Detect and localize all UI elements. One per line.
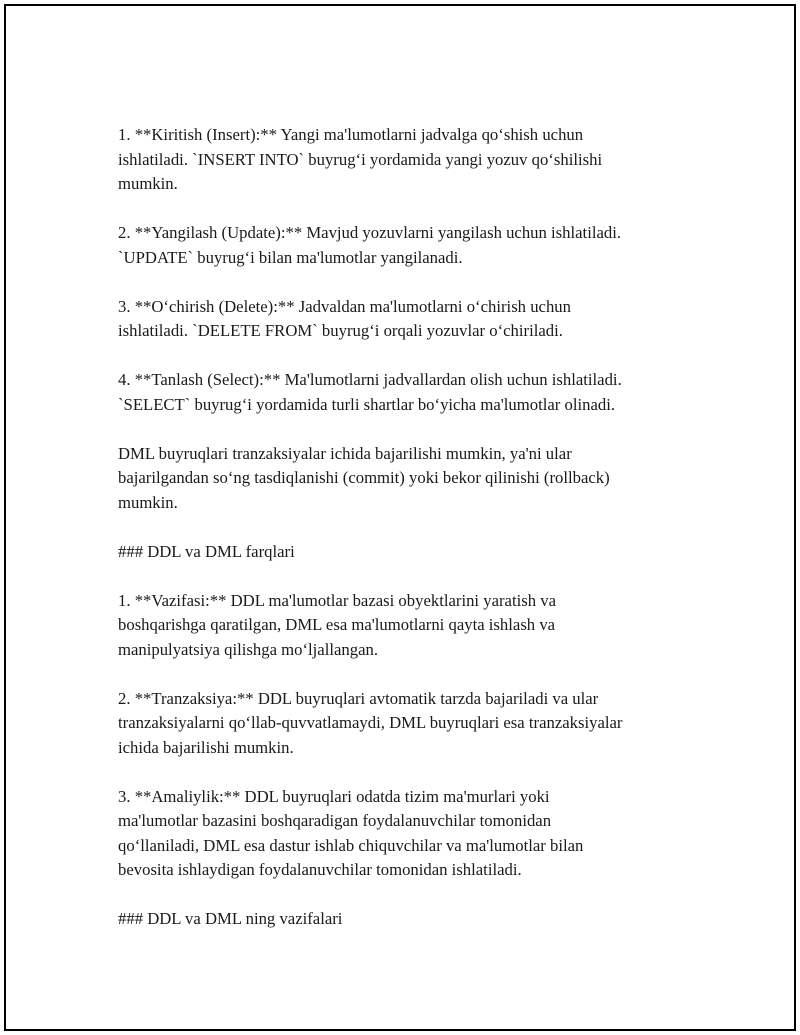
paragraph-select [118, 368, 688, 417]
paragraph-transaction [118, 687, 688, 761]
paragraph-practicality [118, 785, 688, 883]
document-body [118, 123, 688, 956]
paragraph-delete [118, 295, 688, 344]
text-line: mumkin. [118, 492, 178, 512]
text-line: 3. **Amaliylik:** DDL buyruqlari odatda tizim ma'murlari yoki [118, 786, 550, 806]
text-line: 2. **Yangilash (Update):** Mavjud yozuvlarni yangilash uchun ishlatiladi. [118, 223, 622, 242]
paragraph-insert [118, 123, 688, 197]
heading-ddl-dml-functions [118, 907, 688, 932]
text-line: `SELECT` buyrug‘i yordamida turli shartlar bo‘yicha ma'lumotlar olinadi. [118, 394, 616, 414]
text-line: boshqarishga qaratilgan, DML esa ma'lumotlarni qayta ishlash va [118, 615, 556, 634]
text-line: 3. **O‘chirish (Delete):** Jadvaldan ma'lumotlarni o‘chirish uchun [118, 296, 571, 316]
text-line: ### DDL va DML farqlari [118, 541, 295, 561]
text-line: bevosita ishlaydigan foydalanuvchilar tomonidan ishlatiladi. [118, 860, 522, 879]
text-line: manipulyatsiya qilishga mo‘ljallangan. [118, 639, 378, 659]
document-page [4, 4, 796, 1031]
paragraph-purpose [118, 589, 688, 663]
text-line: 2. **Tranzaksiya:** DDL buyruqlari avtomatik tarzda bajariladi va ular [118, 688, 599, 708]
text-line: ishlatiladi. `DELETE FROM` buyrug‘i orqali yozuvlar o‘chiriladi. [118, 321, 563, 340]
text-line: 1. **Kiritish (Insert):** Yangi ma'lumotlarni jadvalga qo‘shish uchun [118, 125, 584, 144]
text-line: tranzaksiyalarni qo‘llab-quvvatlamaydi, DML buyruqlari esa tranzaksiyalar [118, 713, 623, 732]
text-line: bajarilgandan so‘ng tasdiqlanishi (commit) yoki bekor qilinishi (rollback) [118, 468, 610, 487]
text-line: mumkin. [118, 174, 178, 193]
paragraph-dml-transactions [118, 442, 688, 516]
text-line: ma'lumotlar bazasini boshqaradigan foydalanuvchilar tomonidan [118, 811, 552, 830]
text-line: 4. **Tanlash (Select):** Ma'lumotlarni jadvallardan olish uchun ishlatiladi. [118, 370, 622, 389]
paragraph-update [118, 221, 688, 270]
text-line: 1. **Vazifasi:** DDL ma'lumotlar bazasi obyektlarini yaratish va [118, 590, 556, 610]
text-line: ### DDL va DML ning vazifalari [118, 909, 343, 928]
text-line: ichida bajarilishi mumkin. [118, 737, 294, 757]
text-line: ishlatiladi. `INSERT INTO` buyrug‘i yordamida yangi yozuv qo‘shilishi [118, 149, 603, 169]
heading-ddl-dml-differences [118, 540, 688, 565]
text-line: `UPDATE` buyrug‘i bilan ma'lumotlar yangilanadi. [118, 247, 463, 267]
text-line: DML buyruqlari tranzaksiyalar ichida bajarilishi mumkin, ya'ni ular [118, 443, 572, 463]
text-line: qo‘llaniladi, DML esa dastur ishlab chiquvchilar va ma'lumotlar bilan [118, 835, 584, 855]
